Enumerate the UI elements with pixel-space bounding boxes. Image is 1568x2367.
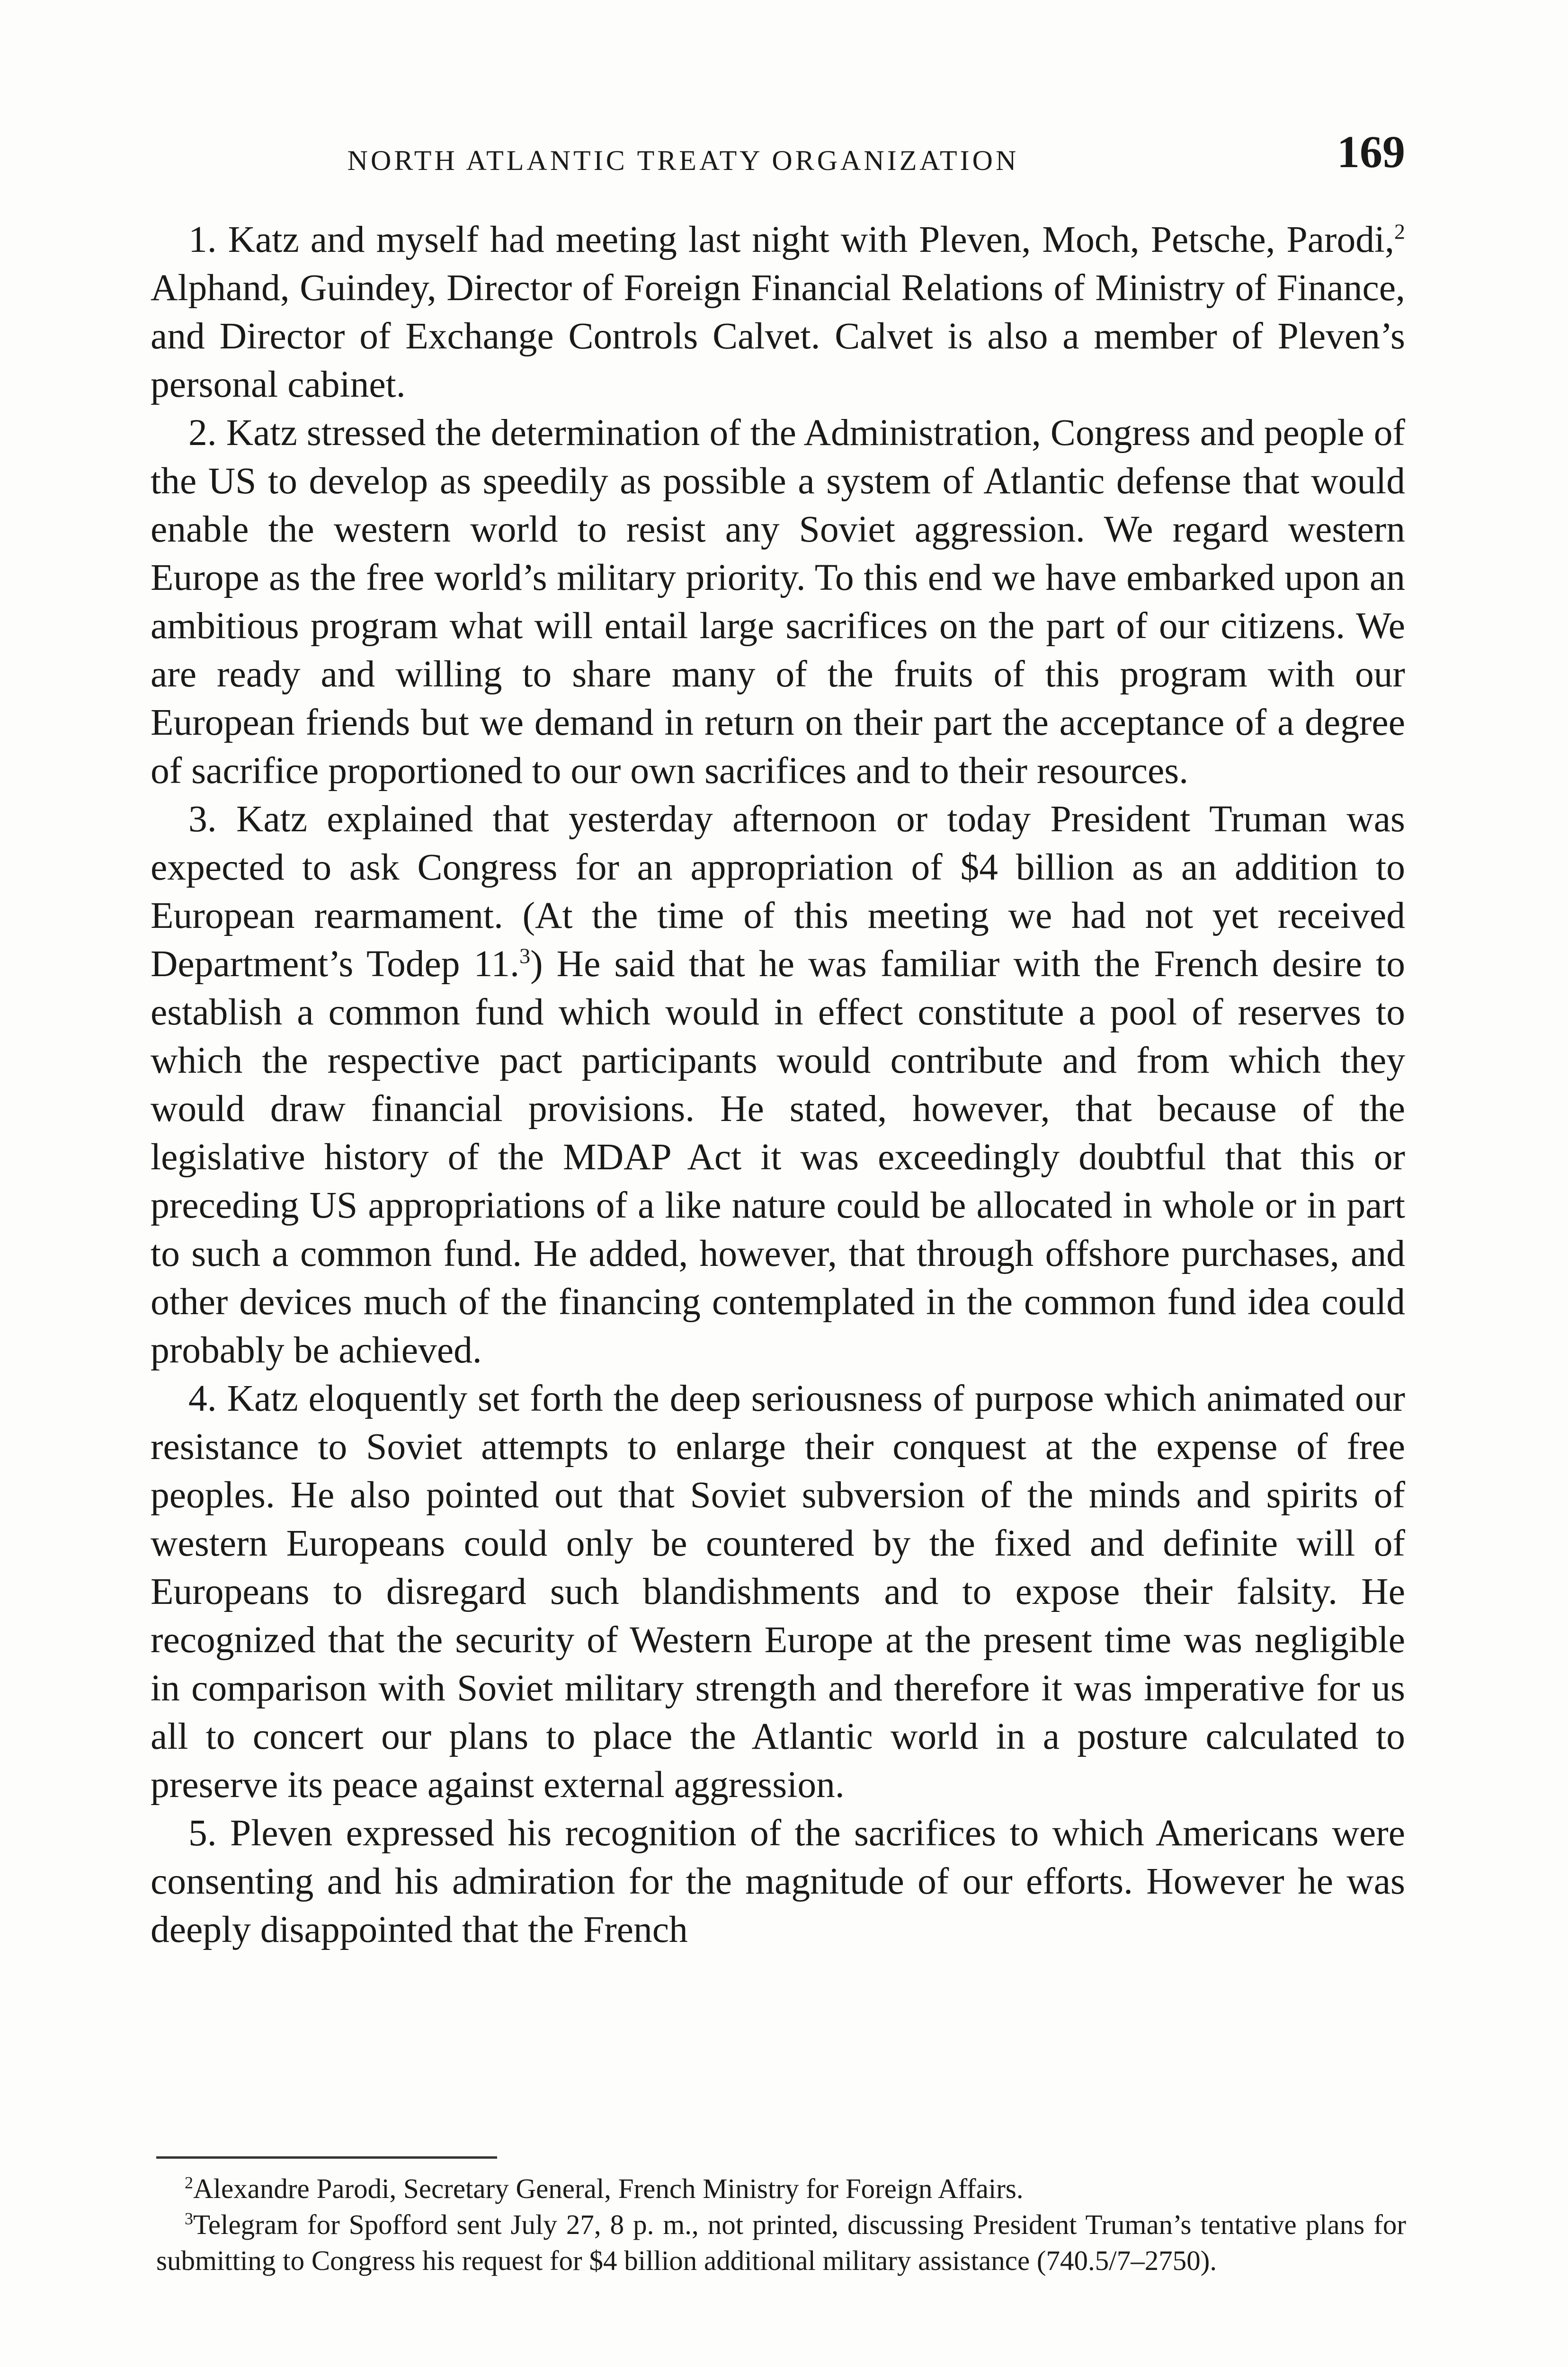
- paragraph-4: 4. Katz eloquently set forth the deep seriousness of purpose which animated our resistance to Soviet attempts to enlarge their conquest at the expense of free peoples. He also pointed out that Soviet subversion of the minds and spirits of western Europeans could only be countered by the fixed and definite will of Europeans to disregard such blandishments and to expose their falsity. He recognized that the security of Western Europe at the present time was negligible in comparison with Soviet military strength and therefore it was imperative for us all to concert our plans to place the Atlantic world in a posture calculated to preserve its peace against external aggression.: [151, 1378, 1405, 1806]
- footnote-text: Alexandre Parodi, Secretary General, French Ministry for Foreign Affairs.: [193, 2173, 1024, 2204]
- footnote-3: [156, 2207, 1406, 2278]
- paragraph-5: 5. Pleven expressed his recognition of the sacrifices to which Americans were consenting and his admiration for the magnitude of our efforts. However he was deeply disappointed that the French: [151, 1812, 1405, 1950]
- paragraph-text: ) He said that he was familiar with the French desire to establish a common fund which would in effect constitute a pool of reserves to which the respective pact participants would contribute and from which they would draw financial provisions. He stated, however, that because of the legislative history of the MDAP Act it was exceedingly doubtful that this or preceding US appropriations of a like nature could be allocated in whole or in part to such a common fund. He added, however, that through offshore purchases, and other devices much of the financing contemplated in the common fund idea could probably be achieved.: [151, 943, 1405, 1371]
- paragraph-3: [151, 795, 1405, 1374]
- page-number: 169: [1337, 126, 1405, 177]
- running-head: NORTH ATLANTIC TREATY ORGANIZATION: [347, 145, 1019, 176]
- footnote-text: Telegram for Spofford sent July 27, 8 p. m., not printed, discussing President Truman’s tentative plans for submitting to Congress his request for $4 billion additional military assistance (740.5/7–2750).: [156, 2209, 1406, 2276]
- footnote-ref-3: 3: [519, 943, 531, 968]
- page-header: [151, 125, 1405, 196]
- paragraph-text: Alphand, Guindey, Director of Foreign Financial Relations of Ministry of Finance, and Director of Exchange Controls Calvet. Calvet is also a member of Pleven’s personal cabinet.: [151, 267, 1405, 405]
- footnote-divider: [156, 2156, 497, 2159]
- footnote-ref-2: 2: [1394, 219, 1405, 244]
- paragraph-1: [151, 215, 1405, 409]
- paragraph-text: 3. Katz explained that yesterday afternoon or today President Truman was expected to ask Congress for an appropriation of $4 billion as an addition to European rearmament. (At the time of this meeting we had not yet received Department’s Todep 11.: [151, 798, 1405, 985]
- footnote-2: [156, 2171, 1406, 2207]
- footnotes: [156, 2171, 1406, 2278]
- body-text: [151, 215, 1405, 1954]
- footnote-number: 2: [185, 2173, 193, 2192]
- paragraph-2: 2. Katz stressed the determination of the Administration, Congress and people of the US to develop as speedily as possible a system of Atlantic defense that would enable the western world to resist any Soviet aggression. We regard western Europe as the free world’s military priority. To this end we have embarked upon an ambitious program what will entail large sacrifices on the part of our citizens. We are ready and willing to share many of the fruits of this program with our European friends but we demand in return on their part the acceptance of a degree of sacrifice proportioned to our own sacrifices and to their resources.: [151, 412, 1405, 792]
- paragraph-text: 1. Katz and myself had meeting last night with Pleven, Moch, Petsche, Parodi,: [188, 219, 1394, 260]
- footnote-number: 3: [185, 2209, 193, 2228]
